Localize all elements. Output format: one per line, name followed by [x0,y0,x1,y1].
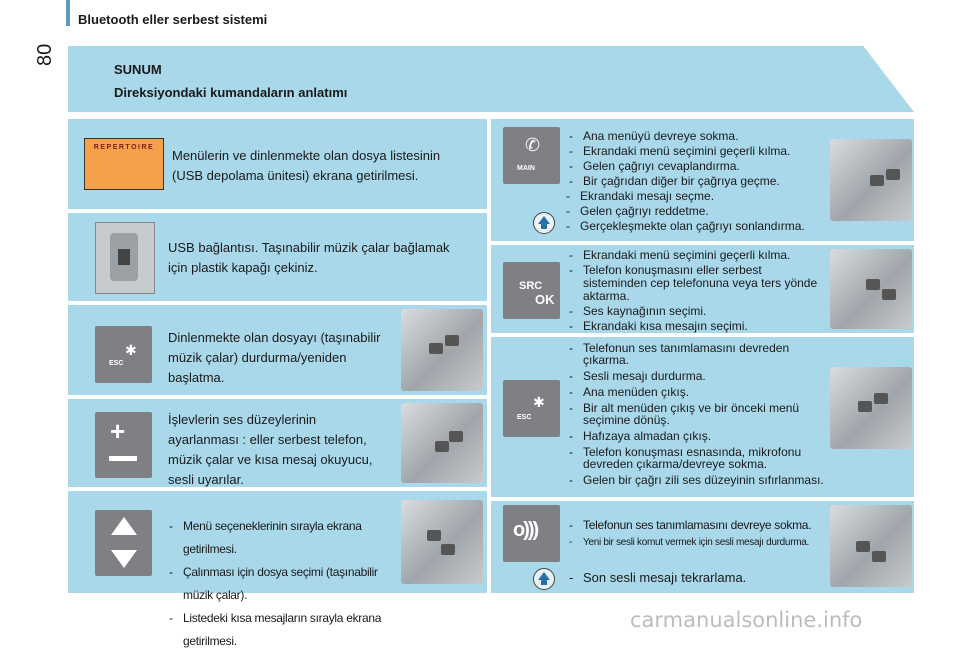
src-ok-button-icon [503,262,560,319]
arrow-up-icon [111,517,137,535]
esc-list-item: - Ana menüden çıkış. [565,386,825,398]
esc-list-item: - Gelen bir çağrı zili ses düzeyinin sıfırlanması. [565,474,825,486]
esc-list-item: - Telefonun ses tanımlamasını devreden çıkarma. [565,342,825,366]
repertoire-label: REPERTOIRE [93,144,155,151]
src-ok-list-item: - Ses kaynağının seçimi. [565,305,825,318]
main-functions-list [565,129,825,189]
main-list-item: - Ana menüyü devreye sokma. [565,129,825,144]
src-ok-list [565,249,825,333]
section-banner [68,46,914,112]
esc-list-item: - Hafızaya almadan çıkış. [565,430,825,442]
steering-wheel-volume-image [401,403,483,483]
long-press-icon [533,212,555,234]
main-list-item: - Ekrandaki mesajı seçme. [562,189,832,204]
volume-buttons-icon [95,412,152,478]
plus-icon: + [110,416,126,446]
repertoire-button-icon [84,138,164,190]
voice-list [565,516,840,552]
steering-wheel-esc-right-image [830,367,912,449]
repertoire-description: Menülerin ve dinlenmekte olan dosya listesinin (USB depolama ünitesi) ekrana getirilmesi. [172,148,441,183]
phone-icon: ✆ [525,135,541,155]
main-list-item: - Bir çağrıdan diğer bir çağrıya geçme. [565,174,825,189]
main-list-item: - Gelen çağrıyı cevaplandırma. [565,159,825,174]
section-heading: SUNUM [114,62,162,77]
ok-label: OK [535,292,555,307]
minus-icon [109,456,137,461]
header-accent-bar [66,0,70,26]
esc-functions-list [565,342,825,486]
arrows-list-item: - Listedeki kısa mesajların sırayla ekrana getirilmesi. [165,607,405,653]
steering-wheel-main-image [830,139,912,221]
steering-wheel-src-image [830,249,912,329]
arrows-list [165,515,405,653]
voice-command-icon: o))) [513,519,538,541]
esc-right-label: ESC [517,414,532,421]
watermark-text: carmanualsonline.info [630,608,863,632]
arrow-buttons-icon [95,510,152,576]
section-subheading: Direksiyondaki kumandaların anlatımı [114,85,348,100]
src-label: SRC [519,280,543,292]
main-long-press-list [562,189,832,234]
page-number: 80 [34,43,56,66]
main-list-item: - Gelen çağrıyı reddetme. [562,204,832,219]
main-list-item: - Gerçekleşmekte olan çağrıyı sonlandırma. [562,219,832,234]
volume-description: İşlevlerin ses düzeylerinin ayarlanması : eller serbest telefon, müzik çalar ve kısa mesaj okuyucu, sesli uyarılar. [168,412,373,487]
esc-label: ESC [109,360,124,367]
esc-list-item: - Sesli mesajı durdurma. [565,370,825,382]
src-ok-list-item: - Ekrandaki menü seçimini geçerli kılma. [565,249,825,262]
long-press-icon [533,568,555,590]
main-label: MAIN [517,165,535,172]
esc-button-icon: ESC ✱ [95,326,152,383]
steering-wheel-arrows-image [401,500,483,584]
voice-list-item: - Son sesli mesajı tekrarlama. [565,571,815,585]
esc-right-button-icon: ✱ ESC [503,380,560,437]
arrows-list-item: - Çalınması için dosya seçimi (taşınabilir müzik çalar). [165,561,405,607]
voice-button-icon [503,505,560,562]
steering-wheel-esc-image [401,309,483,391]
steering-wheel-voice-image [830,505,912,587]
esc-pause-description: Dinlenmekte olan dosyayı (taşınabilir müzik çalar) durdurma/yeniden başlatma. [168,330,381,385]
arrows-list-item: - Menü seçeneklerinin sırayla ekrana getirilmesi. [165,515,405,561]
voice-list-item: - Yeni bir sesli komut vermek için sesli mesajı durdurma. [565,534,840,552]
usb-port-icon [95,222,155,294]
main-list-item: - Ekrandaki menü seçimini geçerli kılma. [565,144,825,159]
esc-list-item: - Bir alt menüden çıkış ve bir önceki menü seçimine dönüş. [565,402,825,426]
src-ok-list-item: - Ekrandaki kısa mesajın seçimi. [565,320,825,333]
arrow-down-icon [111,550,137,568]
page-header-title: Bluetooth eller serbest sistemi [78,12,268,27]
main-button-icon [503,127,560,184]
voice-list-item: - Telefonun ses tanımlamasını devreye sokma. [565,516,840,534]
esc-list-item: - Telefon konuşması esnasında, mikrofonu devreden çıkarma/devreye sokma. [565,446,825,470]
voice-long-press-list [565,571,815,585]
usb-description: USB bağlantısı. Taşınabilir müzik çalar bağlamak için plastik kapağı çekiniz. [168,240,450,275]
src-ok-list-item: - Telefon konuşmasını eller serbest sisteminden cep telefonuna veya ters yönde aktarma. [565,264,825,303]
